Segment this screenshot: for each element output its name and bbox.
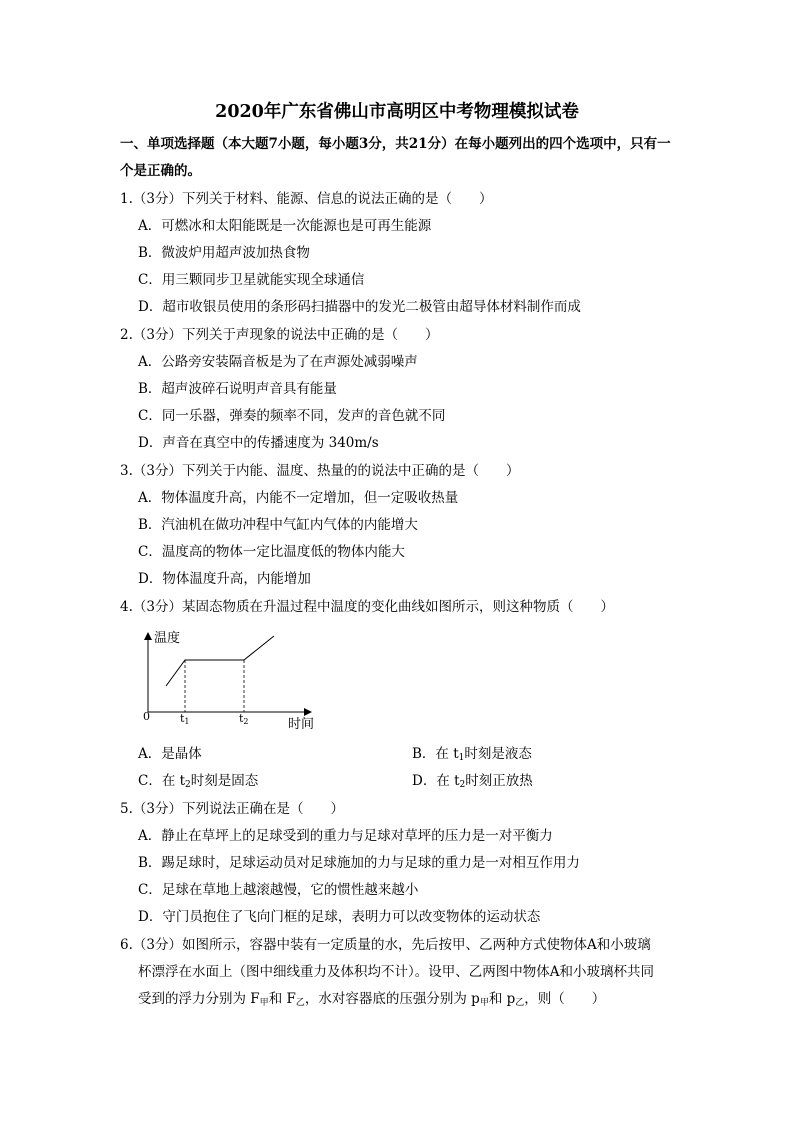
question-1-stem: 1.（3分）下列关于材料、能源、信息的说法正确的是（ ） [120,191,493,207]
question-3-option-a: A．物体温度升高，内能不一定增加，但一定吸收热量 [138,490,459,506]
question-4-option-c: C．在 $t_2$时刻是固态 [138,773,259,790]
question-6-stem-line-1: 6.（3分）如图所示，容器中装有一定质量的水，先后按甲、乙两种方式使物体A和小玻璃 [120,937,651,953]
question-4-option-b: B．在 $t_1$时刻是液态 [412,746,532,763]
question-2-option-d: D．声音在真空中的传播速度为 340m/s [138,435,379,451]
question-5-option-d: D．守门员抱住了飞向门框的足球，表明力可以改变物体的运动状态 [138,909,541,925]
question-2-option-a: A．公路旁安装隔音板是为了在声源处减弱噪声 [138,354,418,370]
question-3-option-c: C．温度高的物体一定比温度低的物体内能大 [138,544,405,560]
question-6-stem-line-3: 受到的浮力分别为 $F_甲$和 $F_乙$，水对容器底的压强分别为 $p_甲$和 $p_乙$，则（ ） [138,991,606,1008]
question-3-option-b: B．汽油机在做功冲程中气缸内气体的内能增大 [138,517,418,533]
x-axis-label: 时间 [288,717,315,732]
question-4-option-d: D．在 $t_2$时刻正放热 [412,773,533,790]
question-2-stem: 2.（3分）下列关于声现象的说法中正确的是（ ） [120,327,439,343]
y-axis-label: 温度 [154,631,181,646]
question-6-stem-line-2: 杯漂浮在水面上（图中细线重力及体积均不计）。设甲、乙两图中物体A和小玻璃杯共同 [138,964,654,980]
question-1-option-c: C．用三颗同步卫星就能实现全球通信 [138,272,365,288]
temperature-curve [166,636,274,686]
question-5-option-a: A．静止在草坪上的足球受到的重力与足球对草坪的压力是一对平衡力 [138,828,553,844]
question-1-option-b: B．微波炉用超声波加热食物 [138,245,310,261]
temperature-time-graph [140,628,340,738]
question-4-option-a: A．是晶体 [138,746,202,762]
question-3-stem: 3.（3分）下列关于内能、温度、热量的的说法中正确的是（ ） [120,463,520,479]
question-2-option-c: C．同一乐器，弹奏的频率不同，发声的音色就不同 [138,408,446,424]
question-3-option-d: D．物体温度升高，内能增加 [138,571,311,587]
question-5-option-b: B．踢足球时，足球运动员对足球施加的力与足球的重力是一对相互作用力 [138,855,580,871]
question-2-option-b: B．超声波碎石说明声音具有能量 [138,381,337,397]
question-5-option-c: C．足球在草地上越滚越慢，它的惯性越来越小 [138,882,419,898]
question-1-option-d: D．超市收银员使用的条形码扫描器中的发光二极管由超导体材料制作而成 [138,299,581,315]
origin-label: 0 [143,710,150,723]
t2-tick-label: t2 [239,712,249,726]
question-4-stem: 4.（3分）某固态物质在升温过程中温度的变化曲线如图所示，则这种物质（ ） [120,599,614,615]
question-1-option-a: A．可燃冰和太阳能既是一次能源也是可再生能源 [138,218,432,234]
question-5-stem: 5.（3分）下列说法正确在是（ ） [120,801,344,817]
section-heading: 一、单项选择题（本大题7小题，每小题3分，共21分）在每小题列出的四个选项中，只有一个是正确的。 [120,136,671,179]
page-title: 2020年广东省佛山市高明区中考物理模拟试卷 [215,102,579,122]
t1-tick-label: t1 [180,712,190,726]
